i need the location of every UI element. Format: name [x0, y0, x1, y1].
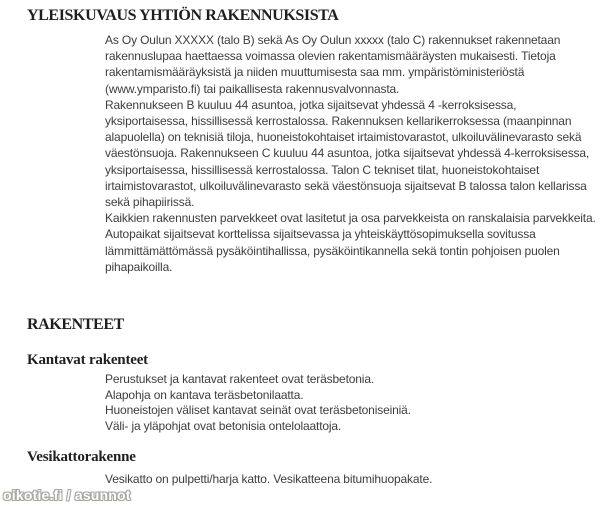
spec-line-foundations: Perustukset ja kantavat rakenteet ovat teräsbetonia.	[105, 372, 375, 386]
spec-line-walls: Huoneistojen väliset kantavat seinät ovat teräsbetoniseiniä.	[105, 403, 411, 418]
oikotie-watermark: oikotie.fi / asunnot	[3, 487, 131, 503]
spec-line-base-floor: Alapohja on kantava teräsbetonilaatta.	[105, 387, 304, 402]
overview-paragraph-balconies: Kaikkien rakennusten parvekkeet ovat lasitetut ja osa parvekkeista on ranskalaisia parvekkeita.	[105, 211, 596, 226]
spec-line-floors: Väli- ja yläpohjat ovat betonisia ontelolaattoja.	[105, 419, 342, 434]
subsection-heading-kantavat-rakenteet: Kantavat rakenteet	[27, 352, 148, 368]
overview-paragraph-building-b-and-c: Rakennukseen B kuuluu 44 asuntoa, jotka sijaitsevat yhdessä 4 -kerroksisessa, yksiportaisessa, hissillisessä kerrostalossa. Rakennuksen kellarikerroksessa (maanpinnan alapuolella) on teknisiä tiloja, huoneistokohtaiset irtaimistovarastot, ulkoiluvälinevarasto sekä väestönsuoja. Rakennukseen C kuuluu 44 asuntoa, jotka sijaitsevat yhdessä 4-kerroksisessa, yksiportaisessa, hissillisessä kerrostalossa. Talon C tekniset tilat, huoneistokohtaiset irtaimistovarastot, ulkoiluvälinevarasto sekä väestönsuoja sijaitsevat B talossa talon kellarissa sekä pihapiirissä.	[105, 97, 590, 210]
overview-text-block	[105, 32, 597, 275]
kantavat-rakenteet-lines	[105, 372, 597, 435]
vesikattorakenne-lines	[105, 472, 597, 488]
overview-paragraph-parking: Autopaikat sijaitsevat korttelissa sijaitsevassa ja yhteiskäyttösopimuksella sovitussa lämmittämättömässä pysäköintihallissa, pysäköintikannella sekä tontin pohjoisen puolen pihapaikoilla.	[105, 227, 560, 274]
spec-line-roof: Vesikatto on pulpetti/harja katto. Vesikatteena bitumihuopakate.	[105, 472, 433, 486]
document-title: YLEISKUVAUS YHTIÖN RAKENNUKSISTA	[27, 7, 339, 24]
overview-paragraph-buildings-permit: As Oy Oulun XXXXX (talo B) sekä As Oy Oulun xxxxx (talo C) rakennukset rakennetaan rakennuslupaa haettaessa voimassa olevien rakentamismääräysten mukaisesti. Tietoja rakentamismääräyksistä ja niiden muuttumisesta saa mm. ympäristöministeriöstä (www.ymparisto.fi) tai paikallisesta rakennusvalvonnasta.	[105, 33, 561, 96]
subsection-heading-vesikattorakenne: Vesikattorakenne	[27, 449, 136, 465]
section-heading-rakenteet: RAKENTEET	[27, 316, 124, 333]
